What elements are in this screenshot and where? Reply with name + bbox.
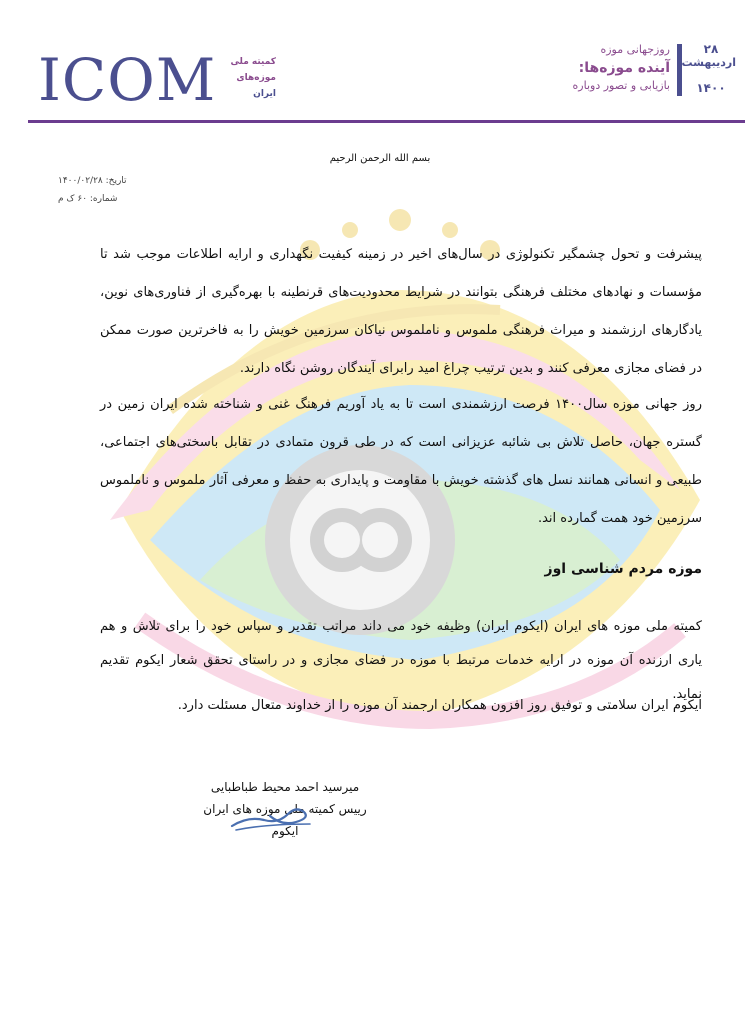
letter-number: شماره: ۶۰ ک م	[58, 194, 118, 204]
paragraph-1: پیشرفت و تحول چشمگیر تکنولوژی در سال‌های اخیر در زمینه کیفیت نگهداری و ارایه اطلاعات موجب شد تا مؤسسات و نهادهای مختلف فرهنگی بتوانند در شرایط محدودیت‌های قرنطینه با بهره‌گیری از فناوری‌های نوین، یادگارهای ارزشمند و میراث فرهنگی ملموس و ناملموس نیاکان سرزمین خویش را به فاخرترین صورت ممکن در فضای مجازی معرفی کنند و بدین ترتیب چراغ امید رابرای آیندگان روشن نگاه دارند.	[100, 247, 702, 376]
event-line-3: بازیابی و تصور دوباره	[572, 79, 670, 92]
event-month: اردیبهشت	[681, 56, 736, 69]
logo-sub-line: کمیته ملی	[230, 57, 276, 67]
paragraph-4: ایکوم ایران سلامتی و توفیق روز افزون همکاران ارجمند آن موزه را از خداوند متعال مسئلت دارد.	[177, 698, 702, 713]
event-date	[681, 42, 736, 96]
letterhead	[0, 0, 750, 124]
logo-wordmark: ICOM	[38, 46, 217, 114]
paragraph-2: روز جهانی موزه سال۱۴۰۰ فرصت ارزشمندی است تا به یاد آوریم فرهنگ غنی و شناخته شده ایران زمین در گستره جهان، حاصل تلاش بی شائبه عزیزانی است که در طی قرون متمادی در تقابل باسختی‌های اجتماعی، طبیعی و انسانی همانند نسل های گذشته خویش با مقاومت و پایداری به حفظ و معرفی آثار ملموس و ناملموس سرزمین خود همت گمارده اند.	[100, 397, 702, 526]
header-divider	[28, 120, 745, 123]
paragraph-3: کمیته ملی موزه های ایران (ایکوم ایران) وظیفه خود می داند مراتب تقدیر و سپاس خود را برای تلاش و هم یاری ارزنده آن موزه در ارایه خدمات مرتبط با موزه در فضای مجازی و در راستای تحقق شعار ایکوم تقدیم نماید.	[100, 619, 702, 702]
event-line-1: روزجهانی موزه	[600, 43, 670, 56]
museum-day-banner	[506, 42, 736, 104]
bismillah: بسم الله الرحمن الرحیم	[329, 153, 431, 164]
icom-logo	[38, 46, 276, 114]
signatory-org: ایکوم	[271, 824, 299, 838]
signatory-title: رییس کمیته ملی موزه های ایران	[203, 802, 367, 816]
divider-bar	[677, 44, 682, 96]
letter-meta	[58, 172, 178, 208]
signatory-name: میرسید احمد محیط طباطبایی	[210, 780, 360, 794]
handwritten-signature-image	[226, 794, 316, 834]
logo-sub-line: ایران	[253, 89, 276, 99]
event-year: ۱۴۰۰	[696, 81, 726, 95]
event-title	[500, 42, 670, 94]
letter-body	[0, 124, 750, 1022]
event-line-2: آینده موزه‌ها:	[578, 60, 670, 76]
logo-sub-line: موزه‌های	[236, 73, 276, 83]
letter-date: تاریخ: ۱۴۰۰/۰۲/۲۸	[58, 176, 127, 186]
event-day: ۲۸	[703, 42, 719, 56]
recipient-heading: موزه مردم شناسی اوز	[544, 561, 702, 577]
logo-subtitle	[224, 54, 276, 102]
